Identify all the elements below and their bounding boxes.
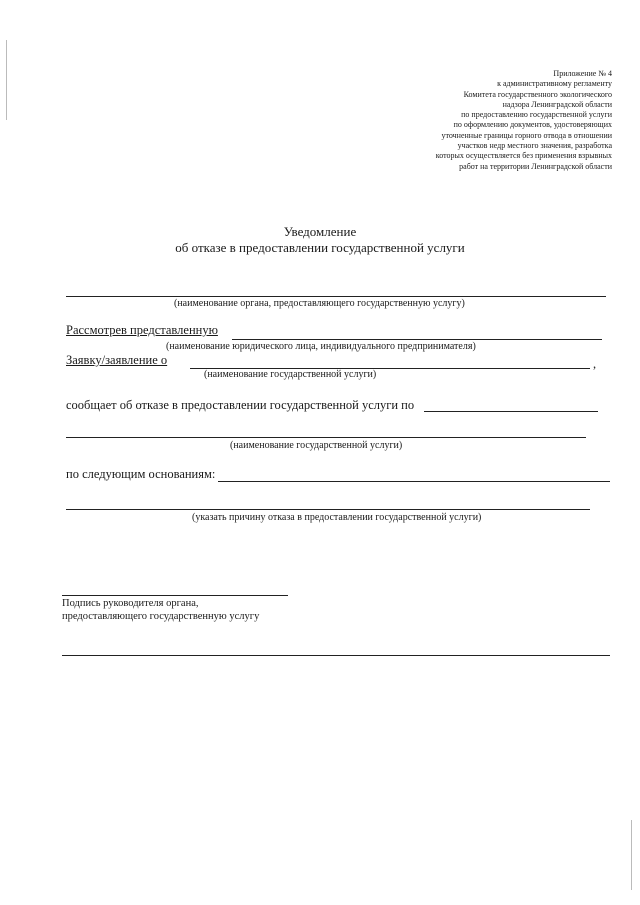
appendix-line: по оформлению документов, удостоверяющих	[453, 120, 612, 130]
application-label: Заявку/заявление о	[66, 353, 168, 367]
appendix-line: Комитета государственного экологического	[463, 89, 612, 99]
refusal-service-field-line	[424, 411, 598, 412]
organ-name-caption: (наименование органа, предоставляющего государственную услугу)	[174, 298, 465, 309]
appendix-note	[362, 69, 612, 172]
signature-field-line	[62, 595, 288, 596]
comma-mark: ,	[593, 357, 597, 371]
scan-edge-mark-bottom	[631, 820, 632, 890]
organ-name-field-line	[66, 296, 606, 297]
applicant-caption: (наименование юридического лица, индивидуального предпринимателя)	[166, 341, 476, 352]
applicant-field-line	[232, 339, 602, 340]
reviewed-label: Рассмотрев представленную	[66, 323, 218, 337]
appendix-line: работ на территории Ленинградской области	[459, 161, 612, 171]
appendix-line: уточненные границы горного отвода в отношении	[441, 130, 612, 140]
scan-edge-mark-top	[6, 40, 7, 120]
appendix-line: надзора Ленинградской области	[502, 99, 612, 109]
appendix-line: которых осуществляется без применения взрывных	[435, 151, 612, 161]
appendix-line: к административному регламенту	[497, 79, 612, 89]
grounds-field-line	[218, 481, 610, 482]
service-name-field-line	[66, 437, 586, 438]
appendix-line: участков недр местного значения, разработка	[457, 141, 612, 151]
refusal-text: сообщает об отказе в предоставлении государственной услуги по	[66, 398, 415, 412]
reason-caption: (указать причину отказа в предоставлении государственной услуги)	[192, 512, 482, 523]
reason-field-line	[66, 509, 590, 510]
grounds-label: по следующим основаниям:	[66, 467, 216, 481]
document-subtitle: об отказе в предоставлении государственной услуги	[175, 240, 465, 255]
service-caption-1: (наименование государственной услуги)	[204, 369, 377, 380]
bottom-rule	[62, 655, 610, 656]
appendix-line: Приложение № 4	[553, 69, 612, 78]
service-caption-2: (наименование государственной услуги)	[230, 440, 403, 451]
signature-caption-line-1: Подпись руководителя органа,	[62, 598, 199, 609]
appendix-line: по предоставлению государственной услуги	[461, 110, 612, 120]
document-title: Уведомление	[283, 224, 357, 239]
signature-caption-line-2: предоставляющего государственную услугу	[62, 611, 260, 622]
